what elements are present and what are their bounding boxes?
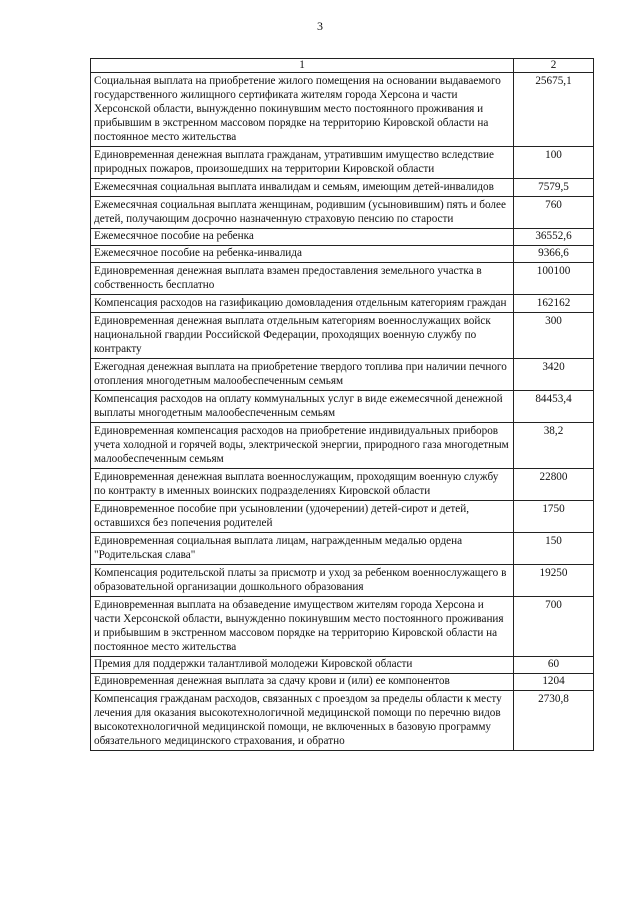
row-amount: 84453,4: [514, 391, 594, 423]
page-number: 3: [317, 19, 323, 33]
row-amount: 36552,6: [514, 229, 594, 246]
row-amount: 3420: [514, 359, 594, 391]
row-description: Компенсация гражданам расходов, связанных с проездом за пределы области к месту лечения для оказания высокотехнологичной медицинской помощи по перечню видов высокотехнологичной медицинской помощи, не включенных в базовую программу обязательного медицинского страхования, и обратно: [91, 691, 514, 751]
row-amount: 19250: [514, 565, 594, 597]
row-amount: 162162: [514, 295, 594, 313]
table-row: [91, 391, 594, 423]
row-amount: 22800: [514, 469, 594, 501]
table-row: [91, 423, 594, 469]
row-description: Ежемесячная социальная выплата женщинам, родившим (усыновившим) пять и более детей, получающим досрочно назначенную страховую пенсию по старости: [91, 197, 514, 229]
column-header-amount: 2: [514, 59, 594, 73]
row-description: Ежемесячное пособие на ребенка: [91, 229, 514, 246]
table-row: [91, 533, 594, 565]
budget-table: [90, 58, 594, 751]
row-amount: 7579,5: [514, 179, 594, 197]
row-amount: 2730,8: [514, 691, 594, 751]
table-row: [91, 597, 594, 657]
row-amount: 150: [514, 533, 594, 565]
table-row: [91, 246, 594, 263]
row-description: Ежемесячная социальная выплата инвалидам и семьям, имеющим детей-инвалидов: [91, 179, 514, 197]
row-description: Премия для поддержки талантливой молодежи Кировской области: [91, 657, 514, 674]
row-amount: 1204: [514, 674, 594, 691]
column-header-description: 1: [91, 59, 514, 73]
table-row: [91, 674, 594, 691]
table-row: [91, 147, 594, 179]
table-row: [91, 313, 594, 359]
row-description: Единовременная денежная выплата отдельным категориям военнослужащих войск национальной гвардии Российской Федерации, проходящих военную службу по контракту: [91, 313, 514, 359]
table-row: [91, 263, 594, 295]
row-description: Ежегодная денежная выплата на приобретение твердого топлива при наличии печного отопления многодетным малообеспеченным семьям: [91, 359, 514, 391]
row-description: Компенсация родительской платы за присмотр и уход за ребенком военнослужащего в образовательной организации дошкольного образования: [91, 565, 514, 597]
row-amount: 100: [514, 147, 594, 179]
row-description: Единовременная социальная выплата лицам, награжденным медалью ордена "Родительская слава": [91, 533, 514, 565]
row-description: Единовременная выплата на обзаведение имуществом жителям города Херсона и части Херсонской области, вынужденно покинувшим место постоянного проживания и прибывшим в экстренном массовом порядке на территорию Кировской области на постоянное место жительства: [91, 597, 514, 657]
row-description: Единовременная денежная выплата за сдачу крови и (или) ее компонентов: [91, 674, 514, 691]
row-description: Единовременная денежная выплата военнослужащим, проходящим военную службу по контракту в именных воинских подразделениях Кировской области: [91, 469, 514, 501]
row-description: Социальная выплата на приобретение жилого помещения на основании выдаваемого государственного жилищного сертификата жителям города Херсона и части Херсонской области, вынужденно покинувшим место постоянного проживания и прибывшим в экстренном массовом порядке на территорию Кировской области на постоянное место жительства: [91, 73, 514, 147]
row-amount: 100100: [514, 263, 594, 295]
table-row: [91, 179, 594, 197]
row-description: Единовременная денежная выплата взамен предоставления земельного участка в собственность бесплатно: [91, 263, 514, 295]
table-row: [91, 295, 594, 313]
row-amount: 9366,6: [514, 246, 594, 263]
table-row: [91, 691, 594, 751]
table-header-row: [91, 59, 594, 73]
row-description: Единовременная денежная выплата гражданам, утратившим имущество вследствие природных пожаров, произошедших на территории Кировской области: [91, 147, 514, 179]
table-row: [91, 229, 594, 246]
table-row: [91, 197, 594, 229]
row-description: Ежемесячное пособие на ребенка-инвалида: [91, 246, 514, 263]
table-row: [91, 359, 594, 391]
row-amount: 60: [514, 657, 594, 674]
table-row: [91, 73, 594, 147]
row-description: Компенсация расходов на оплату коммунальных услуг в виде ежемесячной денежной выплаты многодетным малообеспеченным семьям: [91, 391, 514, 423]
row-amount: 25675,1: [514, 73, 594, 147]
table-row: [91, 501, 594, 533]
row-description: Единовременное пособие при усыновлении (удочерении) детей-сирот и детей, оставшихся без попечения родителей: [91, 501, 514, 533]
row-description: Компенсация расходов на газификацию домовладения отдельным категориям граждан: [91, 295, 514, 313]
row-amount: 760: [514, 197, 594, 229]
row-amount: 1750: [514, 501, 594, 533]
table-row: [91, 469, 594, 501]
table-row: [91, 657, 594, 674]
row-amount: 300: [514, 313, 594, 359]
row-amount: 700: [514, 597, 594, 657]
table-row: [91, 565, 594, 597]
row-amount: 38,2: [514, 423, 594, 469]
row-description: Единовременная компенсация расходов на приобретение индивидуальных приборов учета холодной и горячей воды, электрической энергии, природного газа многодетным малообеспеченным семьям: [91, 423, 514, 469]
